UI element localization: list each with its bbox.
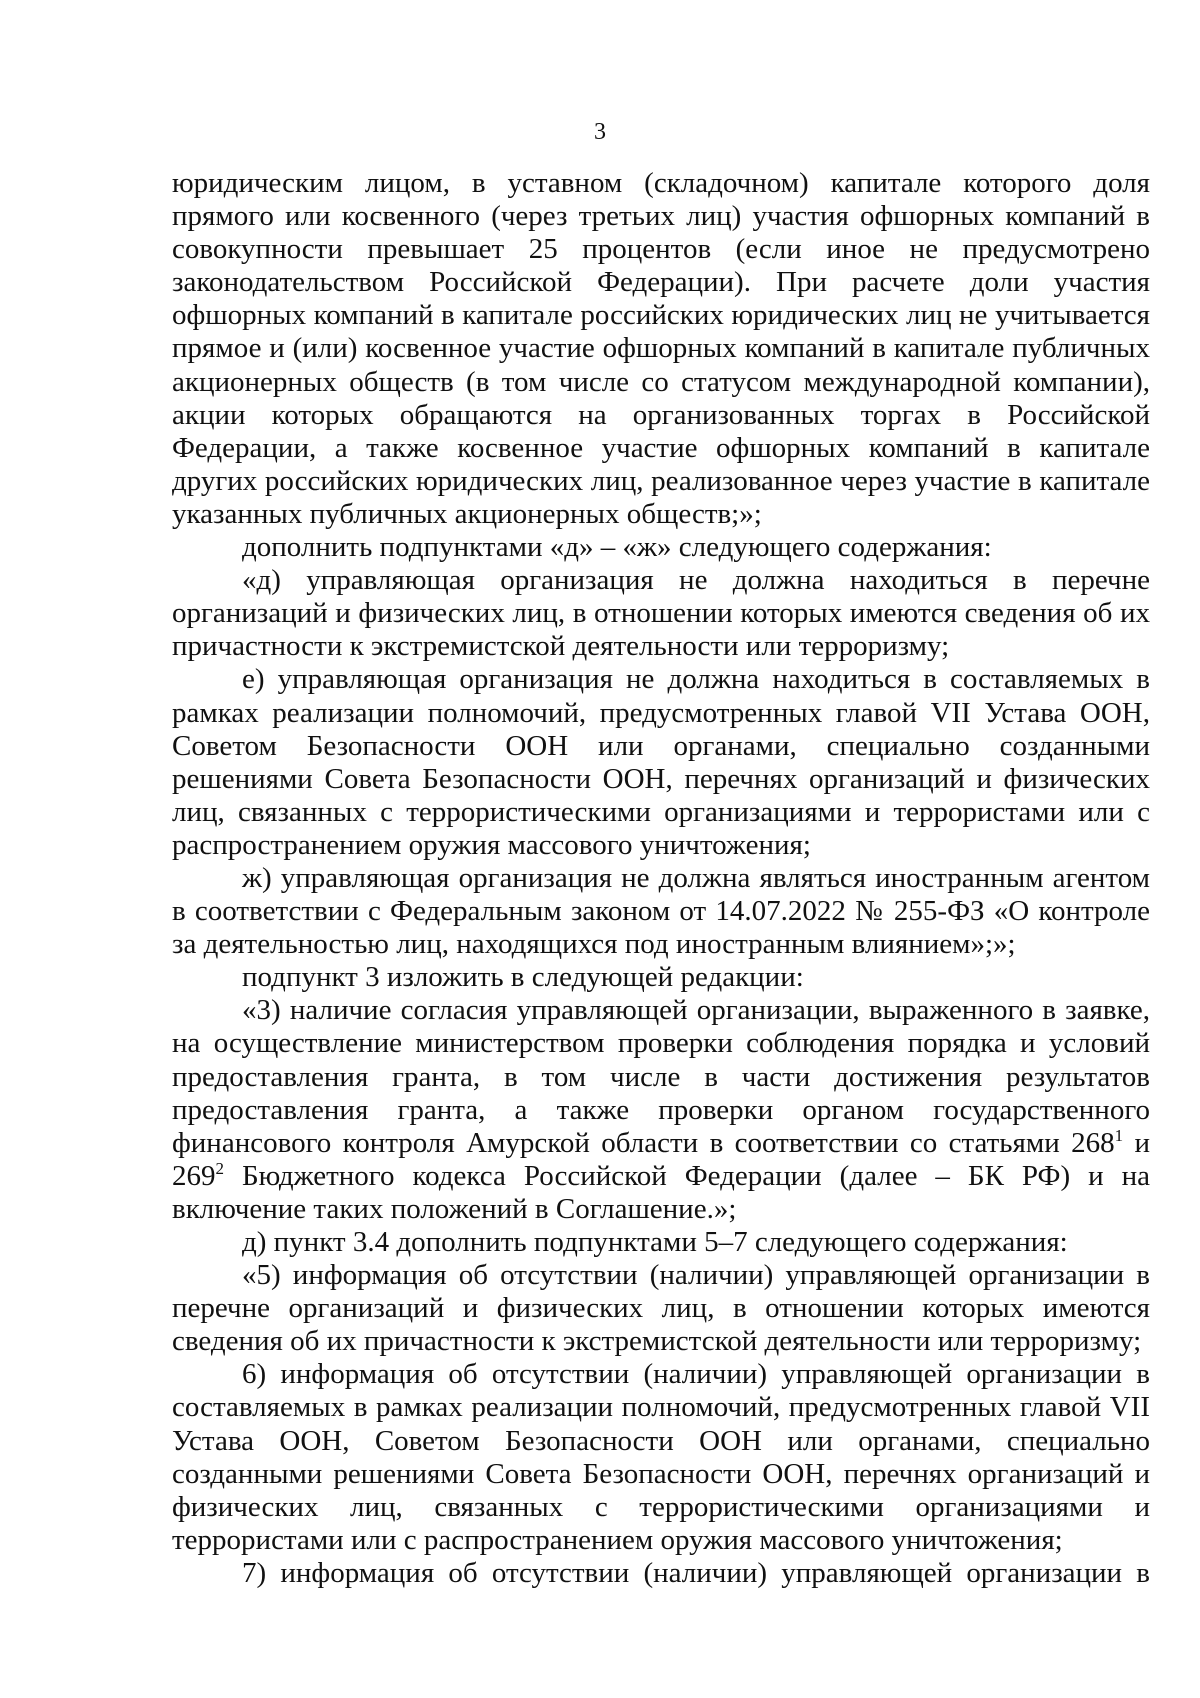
paragraph-continuation: юридическим лицом, в уставном (складочном) капитале которого доля прямого или косвенного (через третьих лиц) участия офшорных компаний в совокупности превышает 25 процентов (если иное не предусмотрено законодательством Российской Федерации). При расчете доли участия офшорных компаний в капитале российских юридических лиц не учитывается прямое и (или) косвенное участие офшорных компаний в капитале публичных акционерных обществ (в том числе со статусом международной компании), акции которых обращаются на организованных торгах в Российской Федерации, а также косвенное участие офшорных компаний в капитале других российских юридических лиц, реализованное через участие в капитале указанных публичных акционерных обществ;»; — [172, 167, 1150, 530]
paragraph-subitem-6: 6) информация об отсутствии (наличии) управляющей организации в составляемых в рамках реализации полномочий, предусмотренных главой VII Устава ООН, Советом Безопасности ООН или органами, специально созданными решениями Совета Безопасности ООН, перечнях организаций и физических лиц, связанных с террористическими организациями и террористами или с распространением оружия массового уничтожения; — [172, 1358, 1150, 1556]
subitem-3-text-start: «3) наличие согласия управляющей организации, выраженного в заявке, на осуществление министерством проверки соблюдения порядка и условий предоставления гранта, в том числе в части достижения результатов предоставления гранта, а также проверки органом государственного финансового контроля Амурской области в соответствии со статьями 268 — [172, 994, 1150, 1159]
page-number: 3 — [594, 119, 606, 145]
paragraph-subitem-d: «д) управляющая организация не должна находиться в перечне организаций и физических лиц, в отношении которых имеются сведения об их причастности к экстремистской деятельности или терроризму; — [172, 564, 1150, 663]
paragraph-subitem-7: 7) информация об отсутствии (наличии) управляющей организации в — [242, 1556, 1150, 1589]
paragraph-amendment-intro: дополнить подпунктами «д» – «ж» следующего содержания: — [242, 531, 992, 564]
paragraph-subitem-3 — [172, 994, 1150, 1226]
superscript-1: 1 — [1114, 1125, 1124, 1145]
paragraph-subitem-5: «5) информация об отсутствии (наличии) управляющей организации в перечне организаций и физических лиц, в отношении которых имеются сведения об их причастности к экстремистской деятельности или терроризму; — [172, 1259, 1150, 1358]
paragraph-subitem-zh: ж) управляющая организация не должна являться иностранным агентом в соответствии с Федеральным законом от 14.07.2022 № 255-ФЗ «О контроле за деятельностью лиц, находящихся под иностранным влиянием»;»; — [172, 861, 1150, 961]
document-body — [172, 167, 1150, 1590]
paragraph-subitem-3-intro: подпункт 3 изложить в следующей редакции: — [242, 961, 804, 994]
subitem-3-text-end: Бюджетного кодекса Российской Федерации (далее – БК РФ) и на включение таких положений в Соглашение.»; — [172, 1159, 1150, 1225]
paragraph-point-d: д) пункт 3.4 дополнить подпунктами 5–7 следующего содержания: — [242, 1226, 1068, 1258]
superscript-2: 2 — [215, 1158, 224, 1178]
subitem-3-text-middle: и 269 — [172, 1126, 1150, 1192]
paragraph-subitem-e: е) управляющая организация не должна находиться в составляемых в рамках реализации полномочий, предусмотренных главой VII Устава ООН, Советом Безопасности ООН или органами, специально созданными решениями Совета Безопасности ООН, перечнях организаций и физических лиц, связанных с террористическими организациями и террористами или с распространением оружия массового уничтожения; — [172, 663, 1150, 861]
